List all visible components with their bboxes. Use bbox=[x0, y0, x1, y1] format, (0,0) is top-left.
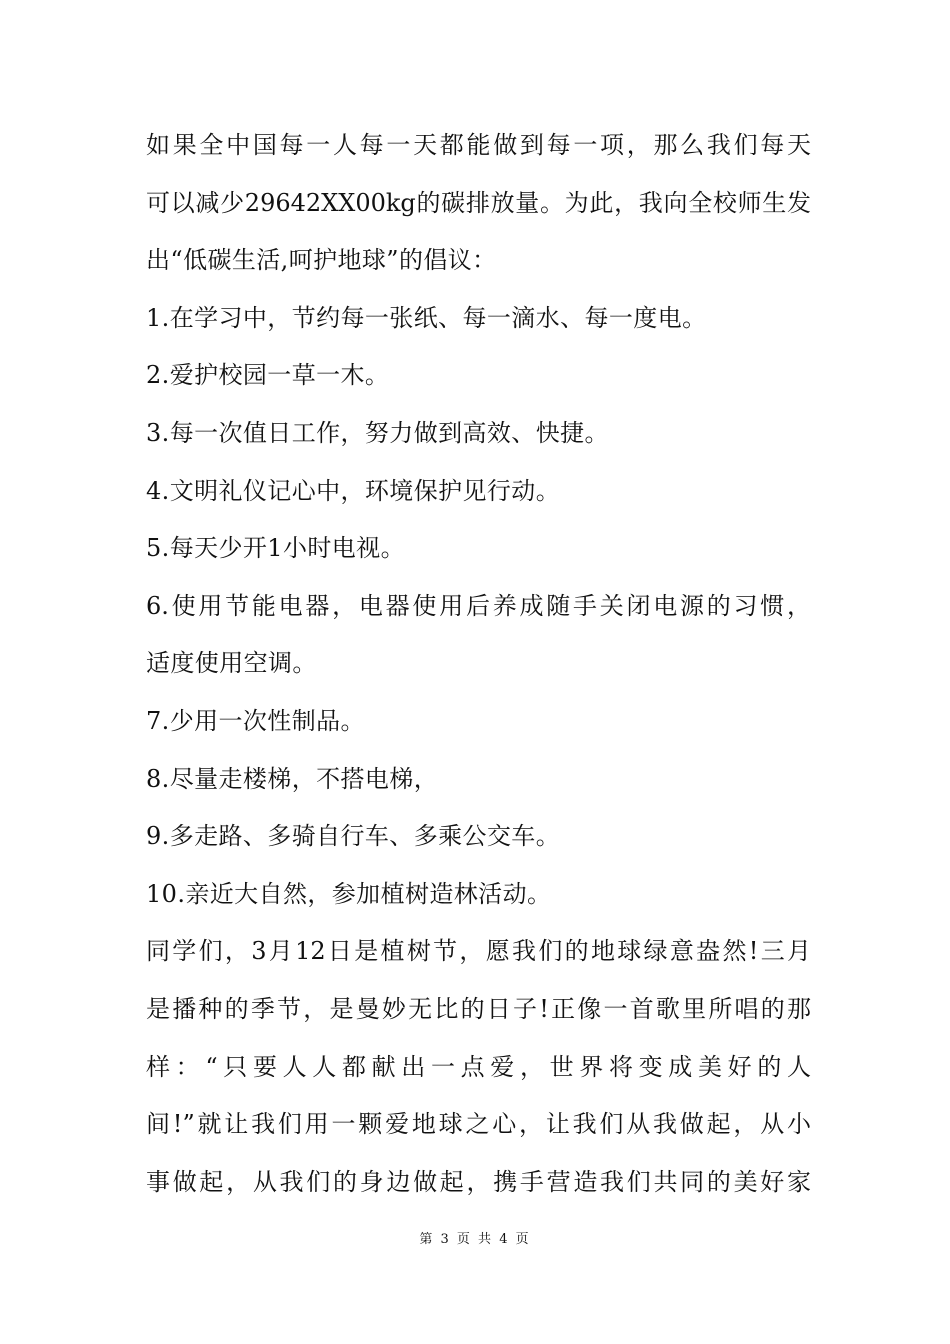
text-line: 同学们，3月12日是植树节，愿我们的地球绿意盎然!三月 bbox=[146, 937, 811, 966]
text-line: 可以减少29642XX00kg的碳排放量。为此，我向全校师生发 bbox=[146, 188, 811, 217]
text-line: 是播种的季节，是曼妙无比的日子!正像一首歌里所唱的那 bbox=[146, 994, 811, 1023]
text-line: 样：“只要人人都献出一点爱，世界将变成美好的人 bbox=[146, 1052, 811, 1081]
list-item: 1.在学习中，节约每一张纸、每一滴水、每一度电。 bbox=[146, 303, 707, 332]
document-body bbox=[146, 117, 811, 1211]
list-item: 8.尽量走楼梯，不搭电梯， bbox=[146, 764, 439, 793]
list-item: 6.使用节能电器，电器使用后养成随手关闭电源的习惯， bbox=[146, 591, 811, 620]
text-line: 事做起，从我们的身边做起，携手营造我们共同的美好家 bbox=[146, 1167, 811, 1196]
text-line: 间!”就让我们用一颗爱地球之心，让我们从我做起，从小 bbox=[146, 1110, 811, 1139]
list-item: 7.少用一次性制品。 bbox=[146, 706, 365, 735]
list-item: 3.每一次值日工作，努力做到高效、快捷。 bbox=[146, 418, 609, 447]
list-item: 5.每天少开1小时电视。 bbox=[146, 534, 405, 563]
list-item: 9.多走路、多骑自行车、多乘公交车。 bbox=[146, 822, 561, 851]
page-footer: 第 3 页 共 4 页 bbox=[419, 1232, 531, 1247]
list-item: 10.亲近大自然，参加植树造林活动。 bbox=[146, 879, 552, 908]
text-line: 出“低碳生活,呵护地球”的倡议： bbox=[146, 246, 497, 275]
text-line: 如果全中国每一人每一天都能做到每一项，那么我们每天 bbox=[146, 131, 811, 159]
list-item: 2.爱护校园一草一木。 bbox=[146, 361, 390, 390]
text-line: 适度使用空调。 bbox=[146, 649, 317, 678]
list-item: 4.文明礼仪记心中，环境保护见行动。 bbox=[146, 476, 561, 505]
